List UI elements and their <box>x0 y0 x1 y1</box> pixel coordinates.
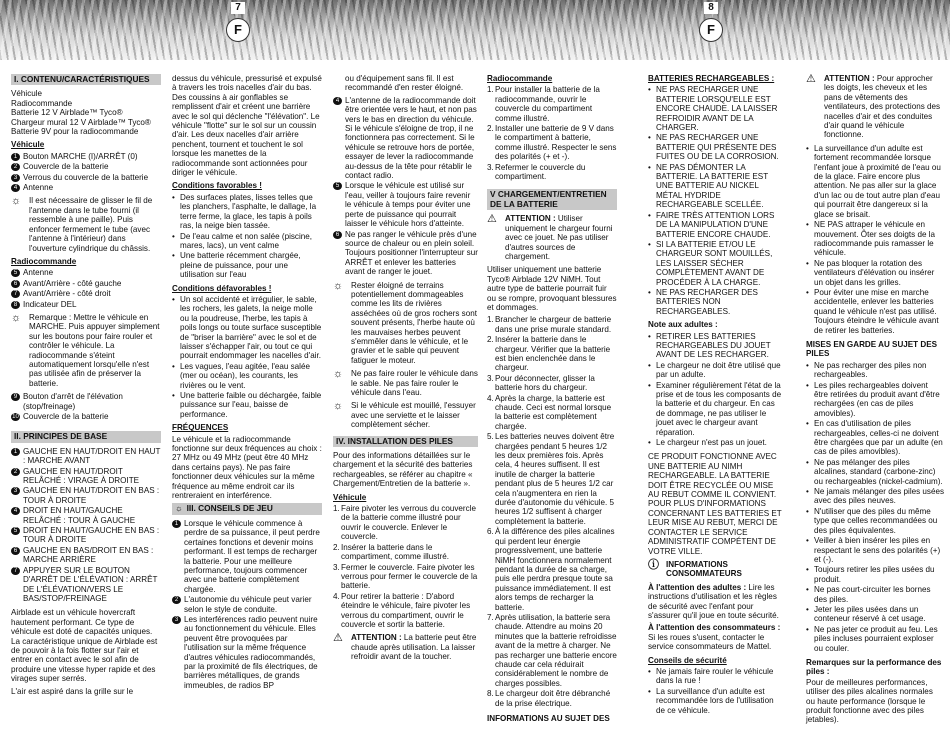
warning: ⚠ ATTENTION : La batterie peut être chaude après utilisation. La laisser refroidir avant de la toucher. <box>333 632 477 662</box>
list-item: 3. Pour déconnecter, glisser la batterie hors du chargeur. <box>487 373 595 393</box>
number-badge: 10 <box>12 414 19 420</box>
number-badge: 3 <box>11 487 20 495</box>
list-item: 3 GAUCHE EN HAUT/DROIT EN BAS : TOUR À DROITE <box>11 486 161 505</box>
list-item: 10 Couvercle de la batterie <box>12 412 109 421</box>
list-item: 1. Faire pivoter les verrous du couvercle de la batterie comme illustré pour ouvrir le couvercle. Enlever le couvercle. <box>333 504 476 542</box>
subheading: Conditions défavorables ! <box>172 283 272 293</box>
number-badge: 1 <box>11 448 20 456</box>
column-4 <box>487 74 617 723</box>
list-item: • Une batterie récemment chargée, pleine de puissance, pour une utilisation sur l'eau <box>172 251 301 280</box>
column-2 <box>172 74 322 691</box>
tip-sun-icon: ☼ <box>175 503 183 514</box>
number-badge: 2 <box>172 596 181 604</box>
warning: ⚠ ATTENTION : Pour approcher les doigts, les cheveux et les pans de vêtements des ventilateurs, des protections des nacelles d'air et des conduites d'air quand le véhicule fonctionne. <box>806 73 941 140</box>
list-item: 1. Pour installer la batterie de la radiocommande, ouvrir le couvercle du compartiment comme illustré. <box>487 85 600 123</box>
list-item: 3 Les interférences radio peuvent nuire au fonctionnement du véhicule. Elles peuvent être provoquées par l'utilisation sur la même fréquence d'autres véhicules radiocommandés, par la proximité de fils électriques, de barrières métalliques, de grands immeubles, de radios BP <box>172 615 322 690</box>
number-badge: 6 <box>11 547 20 555</box>
section-heading: I. CONTENU/CARACTÉRISTIQUES <box>11 74 161 85</box>
list-item: • NE PAS attraper le véhicule en mouvement. Ôter ses doigts de la radiocommande puis ramasser le véhicule. <box>806 220 936 258</box>
number-badge: 2 <box>11 163 20 171</box>
tip: ☼ Si le véhicule est mouillé, l'essuyer avec une serviette et le laisser complètement sécher. <box>333 400 476 430</box>
list-item: 8 Indicateur DEL <box>11 300 161 309</box>
paragraph: ou d'équipement sans fil. Il est recommandé d'en rester éloigné. <box>345 74 464 93</box>
warning: ⚠ ATTENTION : Utiliser uniquement le chargeur fourni avec ce jouet. Ne pas utiliser d'autres sources de chargement. <box>487 213 613 261</box>
list-item: 4 Antenne <box>11 183 161 192</box>
list-item: 7 Avant/Arrière - côté droit <box>11 289 161 298</box>
section-heading: ☼ III. CONSEILS DE JEU <box>172 503 322 514</box>
paragraph: À l'attention des consommateurs : Si les roues s'usent, contacter le service consommateurs de Mattel. <box>648 623 781 652</box>
list-item: • De l'eau calme et non salée (piscine, mares, lacs), un vent calme <box>172 231 313 250</box>
tip: ☼ Remarque : Mettre le véhicule en MARCHE. Puis appuyer simplement sur les boutons pour faire rouler et contrôler le véhicule. La radiocommande s'éteint automatiquement lorsqu'elle n'est pas utilisée afin de préserver la batterie. <box>11 311 160 388</box>
list-item: • Ne pas mélanger des piles alcalines, standard (carbone-zinc) ou rechargeables (nickel-cadmium). <box>806 457 943 486</box>
number-badge: 7 <box>11 290 20 298</box>
subheading: INFORMATIONS AU SUJET DES <box>487 714 610 723</box>
list-item: • FAIRE TRÈS ATTENTION LORS DE LA MANIPULATION D'UNE BATTERIE ENCORE CHAUDE. <box>648 210 775 239</box>
page-number-right: 8 <box>704 2 718 14</box>
list-item: • Les vagues, l'eau agitée, l'eau salée (mer ou océan), les courants, les rivières ou le vent. <box>172 361 310 390</box>
paragraph: Airblade est un véhicule hovercraft hautement performant. Ce type de véhicule est doté de capacités uniques. La caractéristique unique de Airblade est de pouvoir à la fois flotter sur l'air et entrer en contact avec le sol afin de produire une vitesse hyper rapide et des virages super serrés. <box>11 608 158 684</box>
column-6 <box>806 74 944 728</box>
page-number-left: 7 <box>231 2 245 14</box>
number-badge: 8 <box>11 301 20 309</box>
contents-item: Chargeur mural 12 V Airblade™ Tyco® <box>11 117 151 127</box>
subheading: BATTERIES RECHARGEABLES : <box>648 74 775 83</box>
list-item: 6 Ne pas ranger le véhicule près d'une source de chaleur ou en plein soleil. Toujours positionner l'interrupteur sur ARRÊT et enlever les batteries avant de ranger le jouet. <box>333 230 478 277</box>
number-badge: 9 <box>11 393 20 401</box>
contents-item: Radiocommande <box>11 98 73 108</box>
number-badge: 7 <box>11 567 20 575</box>
subheading: FRÉQUENCES <box>172 423 229 433</box>
subheading: Radiocommande <box>11 256 77 266</box>
list-item: 4 L'antenne de la radiocommande doit être orientée vers le haut, et non pas vers le bas en direction du véhicule. Si le véhicule s'éloigne de trop, il ne fonctionnera pas correctement. Si le véhicule se retrouve hors de portée, essayer de lever la radiocommande au-dessus de la tête pour rétablir le contact radio. <box>333 96 478 181</box>
list-item: • NE PAS DÉMONTER LA BATTERIE. LA BATTERIE EST UNE BATTERIE AU NICKEL MÉTAL HYDRIDE RECHARGEABLE SCELLÉE. <box>648 162 768 210</box>
list-item: • NE PAS RECHARGER DES BATTERIES NON RECHARGEABLES. <box>648 287 758 316</box>
list-item: 3 Verrous du couvercle de la batterie <box>11 173 161 182</box>
list-item: • NE PAS RECHARGER UNE BATTERIE QUI PRÉSENTE DES FUITES OU DE LA CORROSION. <box>648 133 779 162</box>
list-item: 4. Après la charge, la batterie est chaude. Ceci est normal lorsque la batterie est complètement chargée. <box>487 393 612 431</box>
list-item: 4. Pour retirer la batterie : D'abord éteindre le véhicule, faire pivoter les verrous du compartiment, ouvrir le couvercle et sortir la batterie. <box>333 591 471 629</box>
paragraph: Pour des informations détaillées sur le chargement et la sécurité des batteries rechargeables, se référer au chapitre « Chargement/Entretien de la batterie ». <box>333 451 473 489</box>
list-item: • Examiner régulièrement l'état de la prise et de tous les composants de la batterie et du chargeur. En cas de dommage, ne pas utiliser le jouet avec le chargeur avant réparation. <box>648 380 782 437</box>
list-item: 4 DROIT EN HAUT/GAUCHE RELÂCHÉ : TOUR À GAUCHE <box>11 506 161 525</box>
number-badge: 3 <box>11 174 20 182</box>
list-item: • NE PAS RECHARGER UNE BATTERIE LORSQU'ELLE EST ENCORE CHAUDE. LA LAISSER REFROIDIR AVANT DE LA CHARGER. <box>648 85 778 133</box>
warning-icon: ⚠ <box>487 213 497 226</box>
consumer-info-heading: ⓘ INFORMATIONS CONSOMMATEURS <box>648 558 742 579</box>
list-item: • En cas d'utilisation de piles rechargeables, celles-ci ne doivent être chargées que par un adulte (en cas de piles amovibles). <box>806 419 943 457</box>
number-badge: 4 <box>333 97 342 105</box>
list-item: 1 Bouton MARCHE (I)/ARRÊT (0) <box>11 152 161 161</box>
number-badge: 5 <box>11 527 20 535</box>
list-item: 5. Les batteries neuves doivent être chargées pendant 5 heures 1/2 les deux premières fois. Après cela, 4 heures suffisent. Il est inutile de charger la batterie pendant plus de 5 heures 1/2 car cela n'augmentera en rien la durée d'autonomie du véhicule. 5 heures 1/2 suffisent à charger complètement la batterie. <box>487 432 615 526</box>
number-badge: 1 <box>172 520 181 528</box>
list-item: 2 L'autonomie du véhicule peut varier selon le style de conduite. <box>172 595 322 614</box>
list-item: • Veiller à bien insérer les piles en respectant le sens des polarités (+) et (-). <box>806 536 941 564</box>
list-item: • Pour éviter une mise en marche accidentelle, enlever les batteries quand le véhicule n'est pas utilisé. Toujours éteindre le véhicule avant de retirer les batteries. <box>806 287 939 335</box>
list-item: 6 GAUCHE EN BAS/DROIT EN BAS : MARCHE ARRIÈRE <box>11 546 161 565</box>
list-item: • RETIRER LES BATTERIES RECHARGEABLES DU JOUET AVANT DE LES RECHARGER. <box>648 331 771 360</box>
number-badge: 4 <box>11 184 20 192</box>
subheading: Véhicule <box>333 492 367 502</box>
tip: ☼ Rester éloigné de terrains potentiellement dommageables comme les lits de rivières asséchées où de gros rochers sont souvent présents, l'herbe haute où les mauvaises herbes peuvent s'emmêler dans le véhicule, et le gravier et le sable qui peuvent fatiguer le moteur. <box>333 279 477 365</box>
list-item: 1 Lorsque le véhicule commence à perdre de sa puissance, il peut perdre certaines fonctions et devenir moins performant. Il est temps de recharger la batterie. Pour une meilleure performance, toujours commencer avec une batterie complètement chargée. <box>172 519 322 594</box>
contents-item: Batterie 9V pour la radiocommande <box>11 127 139 137</box>
tip-sun-icon: ☼ <box>333 400 344 413</box>
subheading: MISES EN GARDE AU SUJET DES PILES <box>806 339 938 359</box>
warning-icon: ⚠ <box>806 73 816 85</box>
paragraph: dessus du véhicule, pressurisé et expulsé à travers les trois nacelles d'air du bas. Des coussins à air gonflables se remplissent d'air et créent une barrière avec le sol qui déclenche "l'élévation". Le véhicule "flotte" sur le sol sur un coussin d'air. Les deux nacelles d'air arrière penchent, tournent et touchent le sol lorsque les manettes de la radiocommande sont actionnées pour diriger le véhicule. <box>172 74 322 178</box>
list-item: • Ne jamais faire rouler le véhicule dans la rue ! <box>648 666 774 686</box>
list-item: 6 Avant/Arrière - côté gauche <box>11 279 161 288</box>
list-item: • Toujours retirer les piles usées du produit. <box>806 565 935 584</box>
contents-item: Véhicule <box>11 89 43 99</box>
column-5 <box>648 74 783 716</box>
number-badge: 5 <box>11 269 20 277</box>
tip-sun-icon: ☼ <box>11 195 22 208</box>
list-item: 3. Fermer le couvercle. Faire pivoter les verrous pour fermer le couvercle de la batterie. <box>333 562 478 591</box>
subheading: Radiocommande <box>487 74 553 83</box>
subheading: Conditions favorables ! <box>172 181 262 191</box>
list-item: 7. Après utilisation, la batterie sera chaude. Attendre au moins 20 minutes que la batterie refroidisse avant de la mettre à charger. Ne pas recharger une batterie encore chaude car cela réduirait considérablement le nombre de charges possibles. <box>487 612 617 688</box>
list-item: 1. Brancher le chargeur de batterie dans une prise murale standard. <box>487 315 612 334</box>
tip: ☼ Ne pas faire rouler le véhicule dans le sable. Ne pas faire rouler le véhicule dans l'eau. <box>333 368 478 397</box>
column-3 <box>333 74 478 666</box>
list-item: • SI LA BATTERIE ET/OU LE CHARGEUR SONT MOUILLÉS, LES LAISSER SÉCHER COMPLÈTEMENT AVANT DE PROCÉDER À LA CHARGE. <box>648 239 773 287</box>
paragraph: Le véhicule et la radiocommande fonctionne sur deux fréquences au choix : 27 MHz ou 49 MHz (peut être 40 MHz dans certains pays). Ne pas faire fonctionner deux véhicules sur la même fréquence au même endroit car ils rentreraient en interférence. <box>172 434 322 501</box>
list-item: • Le chargeur ne doit être utilisé que par un adulte. <box>648 360 781 380</box>
tip-sun-icon: ☼ <box>333 368 344 381</box>
list-item: • Un sol accidenté et irrégulier, le sable, les rochers, les galets, la neige molle ou la poudreuse, l'herbe, les tapis à poils longs ou toute surface susceptible de "briser la barrière" avec le sol et de laisser s'échapper l'air, ou tout ce qui pourrait endommager les nacelles d'air. <box>172 294 322 361</box>
list-item: • Une batterie faible ou déchargée, faible puissance sur l'eau, baisse de performance. <box>172 391 322 419</box>
list-item: 2 GAUCHE EN HAUT/DROIT RELÂCHÉ : VIRAGE À DROITE <box>11 467 161 486</box>
number-badge: 4 <box>11 507 20 515</box>
list-item: 1 GAUCHE EN HAUT/DROIT EN HAUT : MARCHE AVANT <box>11 447 161 466</box>
header-banner <box>0 0 950 60</box>
list-item: • N'utiliser que des piles du même type que celles recommandées ou des piles équivalentes. <box>806 506 938 535</box>
list-item: 5 Lorsque le véhicule est utilisé sur l'eau, veiller à toujours faire revenir le véhicule à temps pour éviter une perte de puissance qui pourrait laisser le véhicule hors d'atteinte. <box>333 181 478 228</box>
list-item: 2. Insérer la batterie dans le compartiment, comme illustré. <box>333 542 449 562</box>
tip-sun-icon: ☼ <box>333 279 344 292</box>
list-item: • Ne pas court-circuiter les bornes des piles. <box>806 585 931 604</box>
language-badge-left: F <box>226 18 250 42</box>
info-icon: ⓘ <box>648 558 659 571</box>
warning-icon: ⚠ <box>333 632 343 645</box>
list-item: • La surveillance d'un adulte est fortement recommandée lorsque l'enfant joue à proximité de l'eau ou de la glace. Faire encore plus attention. Ne pas aller sur la glace d'un lac ou de tout autre plan d'eau qui pourrait être dangereux si la glace se brisait. <box>806 143 941 219</box>
list-item: • Ne jamais mélanger des piles usées avec des piles neuves. <box>806 487 945 506</box>
list-item: 3. Refermer le couvercle du compartiment. <box>487 162 586 182</box>
paragraph: Pour de meilleures performances, utiliser des piles alcalines normales ou haute performance (lorsque le produit fonctionne avec des piles jetables). <box>806 677 933 725</box>
number-badge: 6 <box>11 280 20 288</box>
number-badge: 5 <box>333 182 342 190</box>
section-heading: II. PRINCIPES DE BASE <box>11 431 161 442</box>
subheading: Remarques sur la performance des piles : <box>806 657 942 677</box>
list-item: • Les piles rechargeables doivent être retirées du produit avant d'être rechargées (en cas de piles amovibles). <box>806 380 940 418</box>
contents-item: Batterie 12 V Airblade™ Tyco® <box>11 108 123 118</box>
list-item: 8. Le chargeur doit être débranché de la prise électrique. <box>487 689 611 708</box>
list-item: • Ne pas jeter ce produit au feu. Les piles incluses pourraient exploser ou couler. <box>806 624 938 653</box>
number-badge: 6 <box>333 231 342 239</box>
list-item: 6. À la différence des piles alcalines qui perdent leur énergie progressivement, une batterie NiMH fonctionnera normalement pendant la durée de sa charge, puis elle perdra presque toute sa puissance immédiatement. Il est alors temps de recharger la batterie. <box>487 527 615 612</box>
subheading: Note aux adultes : <box>648 320 718 330</box>
list-item: • Des surfaces plates, lisses telles que les planchers, l'asphalte, le dallage, la terre ferme, la glace, les tapis à poils ras, la neige bien tassée. <box>172 192 317 231</box>
contents-list <box>11 89 161 136</box>
list-item: 2. Installer une batterie de 9 V dans le compartiment à batterie, comme illustré. Respecter le sens des polarités (+ et -). <box>487 124 617 162</box>
subheading: Conseils de sécurité <box>648 655 727 665</box>
paragraph: Utiliser uniquement une batterie Tyco® Airblade 12V NiMH. Tout autre type de batterie pourrait fuir ou se rompre, provoquant blessures et dommages. <box>487 265 617 312</box>
number-badge: 1 <box>11 153 20 161</box>
subheading: Véhicule <box>11 140 45 150</box>
list-item: • Jeter les piles usées dans un conteneur réservé à cet usage. <box>806 604 926 624</box>
list-item: 2 Couvercle de la batterie <box>11 162 161 171</box>
tip-sun-icon: ☼ <box>11 311 22 324</box>
list-item: 7 APPUYER SUR LE BOUTON D'ARRÊT DE L'ÉLÉVATION : ARRÊT DE L'ÉLÉVATION/VERS LE BAS/STOP/FREINAGE <box>11 566 161 604</box>
list-item: • Ne pas recharger des piles non rechargeables. <box>806 360 927 380</box>
number-badge: 3 <box>172 616 181 624</box>
language-badge-right: F <box>699 18 723 42</box>
tip: ☼ Il est nécessaire de glisser le fil de l'antenne dans le tube fourni (il ressemble à une paille). Puis enfoncer fermement le tube (avec l'antenne à l'intérieur) dans l'ouverture cylindrique du châssis. <box>11 195 153 253</box>
paragraph: CE PRODUIT FONCTIONNE AVEC UNE BATTERIE AU NIMH RECHARGEABLE. LA BATTERIE DOIT ÊTRE RECYCLÉE OU MISE AU REBUT COMME IL CONVIENT. POUR PLUS D'INFORMATIONS CONCERNANT LES BATTERIES ET LEUR MISE AU REBUT, MERCI DE CONTACTER LE SERVICE ADMINISTRATIF COMPÉTENT DE VOTRE VILLE. <box>648 452 782 556</box>
number-badge: 2 <box>11 468 20 476</box>
list-item: 9 Bouton d'arrêt de l'élévation (stop/freinage) <box>11 392 161 411</box>
list-item: • Le chargeur n'est pas un jouet. <box>648 438 767 448</box>
list-item: 5 DROIT EN HAUT/GAUCHE EN BAS : TOUR À DROITE <box>11 526 161 545</box>
section-heading: IV. INSTALLATION DES PILES <box>333 436 478 447</box>
section-heading: V CHARGEMENT/ENTRETIEN DE LA BATTERIE <box>487 189 617 210</box>
list-item: • La surveillance d'un adulte est recommandée lors de l'utilisation de ce véhicule. <box>648 686 774 715</box>
paragraph: À l'attention des adultes : Lire les instructions d'utilisation et les règles de sécurité avec l'enfant pour s'assurer qu'il joue en toute sécurité. <box>648 582 779 620</box>
list-item: • Ne pas bloquer la rotation des ventilateurs d'élévation ou insérer un objet dans les grilles. <box>806 258 935 287</box>
paragraph: L'air est aspiré dans la grille sur le <box>11 686 134 696</box>
list-item: 2. Insérer la batterie dans le chargeur. Vérifier que la batterie est bien enclenchée dans le chargeur. <box>487 335 611 373</box>
column-1 <box>11 74 161 699</box>
list-item: 5 Antenne <box>11 268 161 277</box>
